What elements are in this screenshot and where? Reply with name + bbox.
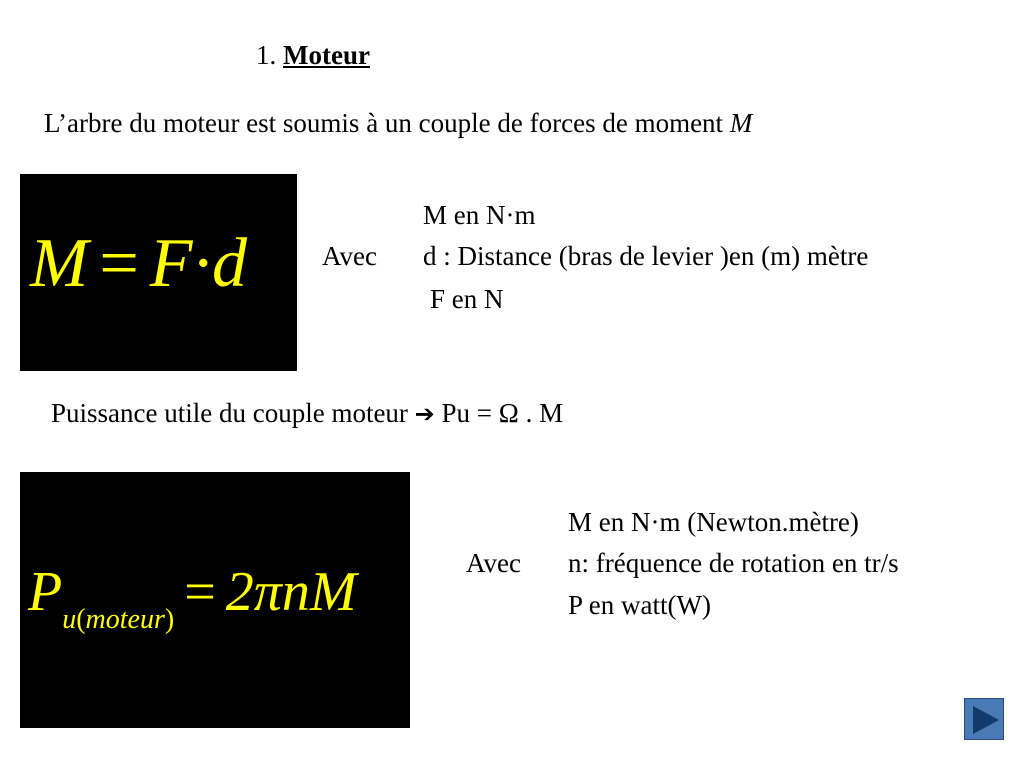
definition-line: P en watt(W) (568, 590, 711, 620)
play-triangle-icon (965, 699, 1005, 741)
subscript-word: moteur (85, 604, 165, 635)
formula-power-symbol: P (28, 561, 63, 623)
formula-power-equals: = (184, 561, 216, 623)
formula-moment-rhs: F·d (149, 225, 249, 302)
formula-box-power (20, 472, 410, 728)
subscript-close-paren: ) (164, 604, 175, 635)
puissance-statement (51, 398, 563, 429)
definition-line: F en N (430, 284, 504, 314)
formula-power (28, 560, 357, 636)
section-heading: Moteur (283, 40, 370, 70)
avec-label-2: Avec (466, 548, 521, 578)
intro-variable: M (729, 108, 753, 138)
next-slide-button[interactable] (964, 698, 1004, 740)
subscript-u: u (62, 604, 77, 635)
formula-power-rhs: 2πnM (225, 561, 357, 623)
puissance-text: Puissance utile du couple moteur (51, 398, 415, 428)
formula-box-moment (20, 174, 297, 371)
formula-moment (30, 224, 248, 304)
formula-moment-lhs: M (30, 225, 90, 302)
definition-line: d : Distance (bras de levier )en (m) mètre (423, 241, 869, 271)
intro-sentence: L’arbre du moteur est soumis à un couple de forces de moment (44, 108, 730, 138)
section-title (256, 40, 370, 71)
definition-line: M en N·m (423, 200, 536, 230)
subscript-open-paren: ( (76, 604, 86, 635)
section-number: 1. (256, 40, 277, 70)
intro-text (44, 108, 752, 139)
formula-power-subscript (62, 604, 174, 635)
avec-label-1: Avec (322, 241, 377, 271)
formula-moment-equals: = (99, 225, 140, 302)
definition-line: n: fréquence de rotation en tr/s (568, 548, 899, 578)
puissance-formula: Pu = Ω . M (434, 398, 564, 428)
right-arrow-icon: ➔ (414, 400, 435, 428)
definition-line: M en N·m (Newton.mètre) (568, 507, 859, 537)
